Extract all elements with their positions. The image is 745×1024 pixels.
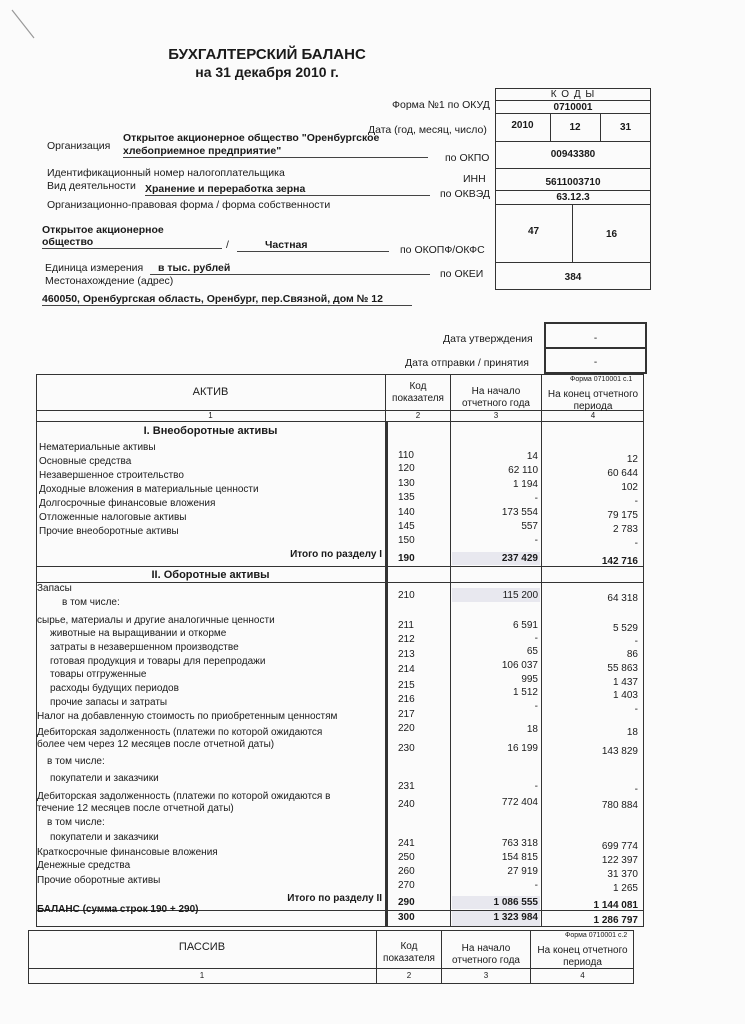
asset-row-end: - — [634, 538, 638, 549]
asset-row-label: Итого по разделу I — [290, 549, 382, 560]
col-num-1: 1 — [208, 411, 213, 420]
inn-description: Идентификационный номер налогоплательщика — [47, 167, 285, 179]
asset-row-code: 215 — [398, 680, 415, 691]
asset-row-end: - — [634, 636, 638, 647]
okopf-code: 47 — [527, 226, 540, 237]
liab-col-num-1: 1 — [199, 971, 205, 980]
okpo-label: по ОКПО — [445, 152, 490, 164]
codes-box — [495, 88, 651, 290]
asset-row-end: - — [634, 704, 638, 715]
col-header-end: На конец отчетного периода — [547, 389, 639, 412]
date-label: Дата (год, месяц, число) — [368, 124, 487, 136]
asset-row-end: 102 — [621, 482, 638, 493]
asset-row-end: 5 529 — [612, 623, 638, 634]
legal-form-label: Организационно-правовая форма / форма собственности — [47, 199, 331, 211]
asset-row-start: 995 — [521, 674, 538, 685]
asset-row-label: Дебиторская задолженность (платежи по которой ожидаются — [37, 727, 323, 738]
asset-row-label: Доходные вложения в материальные ценности — [39, 484, 259, 495]
approve-label: Дата утверждения — [443, 333, 533, 345]
year-code: 2010 — [511, 120, 534, 131]
asset-row-label: готовая продукция и товары для перепродажи — [50, 656, 266, 667]
asset-row-code: 240 — [398, 799, 415, 810]
asset-row-label: Налог на добавленную стоимость по приобретенным ценностям — [37, 711, 338, 722]
liability-form-note: Форма 0710001 с.2 — [565, 932, 628, 939]
asset-row-label: сырье, материалы и другие аналогичные ценности — [37, 615, 275, 626]
okved-label: по ОКВЭД — [440, 188, 491, 200]
okpo-code: 00943380 — [550, 149, 596, 160]
asset-row-label: Отложенные налоговые активы — [39, 512, 187, 523]
asset-row-start: 65 — [526, 646, 538, 657]
asset-row-code: 190 — [398, 553, 415, 564]
asset-row-end: 55 863 — [607, 663, 638, 674]
col-num-4: 4 — [590, 411, 596, 420]
liab-col-num-4: 4 — [580, 971, 585, 980]
activity-label: Вид деятельности — [47, 180, 136, 192]
send-value: - — [593, 357, 598, 368]
asset-row-start: 18 — [526, 724, 538, 735]
scan-mark — [10, 8, 40, 42]
asset-row-code: 210 — [398, 590, 415, 601]
asset-row-start: 1 512 — [512, 687, 538, 698]
address-label: Местонахождение (адрес) — [45, 275, 174, 287]
asset-row-code: 150 — [398, 535, 415, 546]
asset-row-end: 79 175 — [607, 510, 638, 521]
asset-row-end: 64 318 — [607, 593, 638, 604]
asset-row-code: 140 — [398, 507, 415, 518]
send-label: Дата отправки / принятия — [405, 357, 529, 369]
asset-row-end: 2 783 — [612, 524, 638, 535]
unit-value: в тыс. рублей — [150, 262, 430, 275]
asset-row-label: в том числе: — [47, 756, 105, 767]
asset-row-label: БАЛАНС (сумма строк 190 + 290) — [37, 904, 199, 915]
asset-row-label: Долгосрочные финансовые вложения — [39, 498, 216, 509]
col-header-aktiv: АКТИВ — [192, 386, 229, 398]
asset-row-end: 60 644 — [607, 468, 638, 479]
doc-date: на 31 декабря 2010 г. — [195, 64, 339, 80]
asset-row-label: Запасы — [37, 583, 72, 594]
asset-row-code: 211 — [398, 620, 414, 631]
org-name-line1: Открытое акционерное общество "Оренбургское — [123, 132, 380, 144]
asset-row-code: 213 — [398, 649, 415, 660]
liab-col-num-2: 2 — [406, 971, 412, 980]
asset-row-start: 14 — [526, 451, 538, 462]
org-name-line2: хлебоприемное предприятие" — [123, 145, 428, 158]
inn-label: ИНН — [463, 173, 486, 185]
asset-row-start: 115 200 — [502, 590, 538, 601]
asset-row-label: покупатели и заказчики — [50, 773, 159, 784]
asset-row-label: затраты в незавершенном производстве — [50, 642, 239, 653]
asset-row-label: животные на выращивании и откорме — [50, 628, 227, 639]
asset-row-label: более чем через 12 месяцев после отчетной даты) — [37, 739, 275, 750]
col-header-code: Код показателя — [392, 381, 444, 404]
asset-row-end: 31 370 — [607, 869, 638, 880]
asset-row-start: 6 591 — [512, 620, 538, 631]
asset-row-code: 214 — [398, 664, 415, 675]
asset-row-code: 260 — [398, 866, 415, 877]
asset-row-code: 217 — [398, 709, 415, 720]
asset-row-label: Незавершенное строительство — [39, 470, 184, 481]
asset-row-code: 250 — [398, 852, 415, 863]
asset-row-end: 86 — [626, 649, 638, 660]
asset-row-code: 120 — [398, 463, 415, 474]
address-value: 460050, Оренбургская область, Оренбург, пер.Связной, дом № 12 — [42, 293, 412, 306]
org-label: Организация — [47, 140, 111, 152]
asset-row-code: 212 — [398, 634, 415, 645]
codes-header: К О Д Ы — [550, 89, 596, 100]
asset-row-start: - — [534, 880, 538, 891]
asset-row-code: 130 — [398, 478, 415, 489]
asset-row-end: 1 437 — [612, 677, 638, 688]
okei-code: 384 — [564, 272, 582, 283]
asset-row-end: 1 265 — [612, 883, 638, 894]
asset-row-end: 18 — [626, 727, 638, 738]
asset-row-start: 1 323 984 — [493, 912, 538, 923]
section-1-title: I. Внеоборотные активы — [143, 425, 278, 437]
activity-value: Хранение и переработка зерна — [145, 183, 430, 196]
asset-row-end: 1 144 081 — [593, 900, 638, 911]
section-2-title: II. Оборотные активы — [151, 569, 270, 581]
asset-row-end: 699 774 — [601, 841, 638, 852]
form-slash: / — [226, 239, 229, 251]
asset-row-start: 16 199 — [507, 743, 538, 754]
asset-row-code: 135 — [398, 492, 415, 503]
asset-row-code: 216 — [398, 694, 415, 705]
asset-row-start: 154 815 — [501, 852, 538, 863]
asset-row-start: 557 — [521, 521, 538, 532]
asset-row-code: 270 — [398, 880, 415, 891]
asset-row-code: 230 — [398, 743, 415, 754]
asset-row-label: Нематериальные активы — [39, 442, 156, 453]
asset-row-code: 110 — [398, 450, 414, 461]
asset-row-start: 1 086 555 — [493, 897, 538, 908]
asset-row-label: прочие запасы и затраты — [50, 697, 168, 708]
asset-row-code: 231 — [398, 781, 415, 792]
asset-row-start: 772 404 — [501, 797, 538, 808]
asset-row-end: 1 286 797 — [593, 915, 638, 926]
asset-row-end: 1 403 — [612, 690, 638, 701]
asset-row-label: Краткосрочные финансовые вложения — [37, 847, 218, 858]
asset-row-start: 763 318 — [501, 838, 538, 849]
asset-row-start: 173 554 — [501, 507, 538, 518]
asset-row-label: Прочие внеоборотные активы — [39, 526, 179, 537]
unit-label: Единица измерения — [45, 262, 144, 274]
asset-row-code: 241 — [398, 838, 415, 849]
asset-row-start: 106 037 — [501, 660, 538, 671]
asset-row-label: в том числе: — [47, 817, 105, 828]
legal-form-line1: Открытое акционерное — [42, 224, 164, 236]
asset-row-code: 300 — [398, 912, 415, 923]
asset-row-end: 143 829 — [601, 746, 638, 757]
asset-row-start: - — [534, 633, 538, 644]
asset-row-label: покупатели и заказчики — [50, 832, 159, 843]
inn-code: 5611003710 — [545, 177, 601, 188]
asset-row-end: 142 716 — [601, 556, 638, 567]
asset-row-start: 27 919 — [507, 866, 538, 877]
asset-row-code: 290 — [398, 897, 415, 908]
asset-row-label: расходы будущих периодов — [50, 683, 179, 694]
col-num-2: 2 — [415, 411, 421, 420]
liab-col-header-start: На начало отчетного года — [452, 943, 520, 966]
asset-row-end: 12 — [626, 454, 638, 465]
col-header-start: На начало отчетного года — [462, 386, 530, 409]
liab-col-header-end: На конец отчетного периода — [537, 945, 628, 968]
asset-row-label: Прочие оборотные активы — [37, 875, 161, 886]
asset-row-label: Денежные средства — [37, 860, 131, 871]
asset-row-label: течение 12 месяцев после отчетной даты) — [37, 803, 234, 814]
okud-code: 0710001 — [553, 102, 593, 113]
asset-row-start: 62 110 — [508, 465, 538, 476]
asset-row-end: 780 884 — [601, 800, 638, 811]
asset-row-start: 1 194 — [512, 479, 538, 490]
asset-row-label: Основные средства — [39, 456, 132, 467]
ownership-value: Частная — [237, 239, 389, 252]
asset-row-label: Итого по разделу II — [287, 893, 382, 904]
liab-col-header-code: Код показателя — [383, 941, 435, 964]
day-code: 31 — [619, 122, 632, 133]
asset-row-start: 237 429 — [501, 553, 538, 564]
doc-title: БУХГАЛТЕРСКИЙ БАЛАНС — [168, 46, 366, 63]
asset-row-code: 220 — [398, 723, 415, 734]
asset-row-start: - — [534, 781, 538, 792]
asset-form-note: Форма 0710001 с.1 — [570, 376, 633, 383]
asset-row-code: 145 — [398, 521, 415, 532]
asset-row-start: - — [534, 701, 538, 712]
okei-label: по ОКЕИ — [440, 268, 484, 280]
okopf-label: по ОКОПФ/ОКФС — [400, 244, 485, 256]
month-code: 12 — [569, 122, 581, 133]
asset-row-start: - — [534, 493, 538, 504]
asset-row-start: - — [534, 535, 538, 546]
legal-form-line2: общество — [42, 236, 222, 249]
asset-row-label: товары отгруженные — [50, 669, 147, 680]
asset-row-label: Дебиторская задолженность (платежи по которой ожидаются в — [37, 791, 331, 802]
okved-code: 63.12.3 — [556, 192, 590, 203]
asset-row-end: - — [634, 496, 638, 507]
asset-row-end: 122 397 — [601, 855, 638, 866]
okfs-code: 16 — [605, 229, 618, 240]
asset-row-label: в том числе: — [62, 597, 120, 608]
approve-value: - — [593, 333, 598, 344]
asset-row-end: - — [634, 784, 638, 795]
col-num-3: 3 — [493, 411, 499, 420]
liab-col-num-3: 3 — [483, 971, 489, 980]
okud-label: Форма №1 по ОКУД — [392, 99, 490, 111]
col-header-passiv: ПАССИВ — [178, 941, 226, 953]
